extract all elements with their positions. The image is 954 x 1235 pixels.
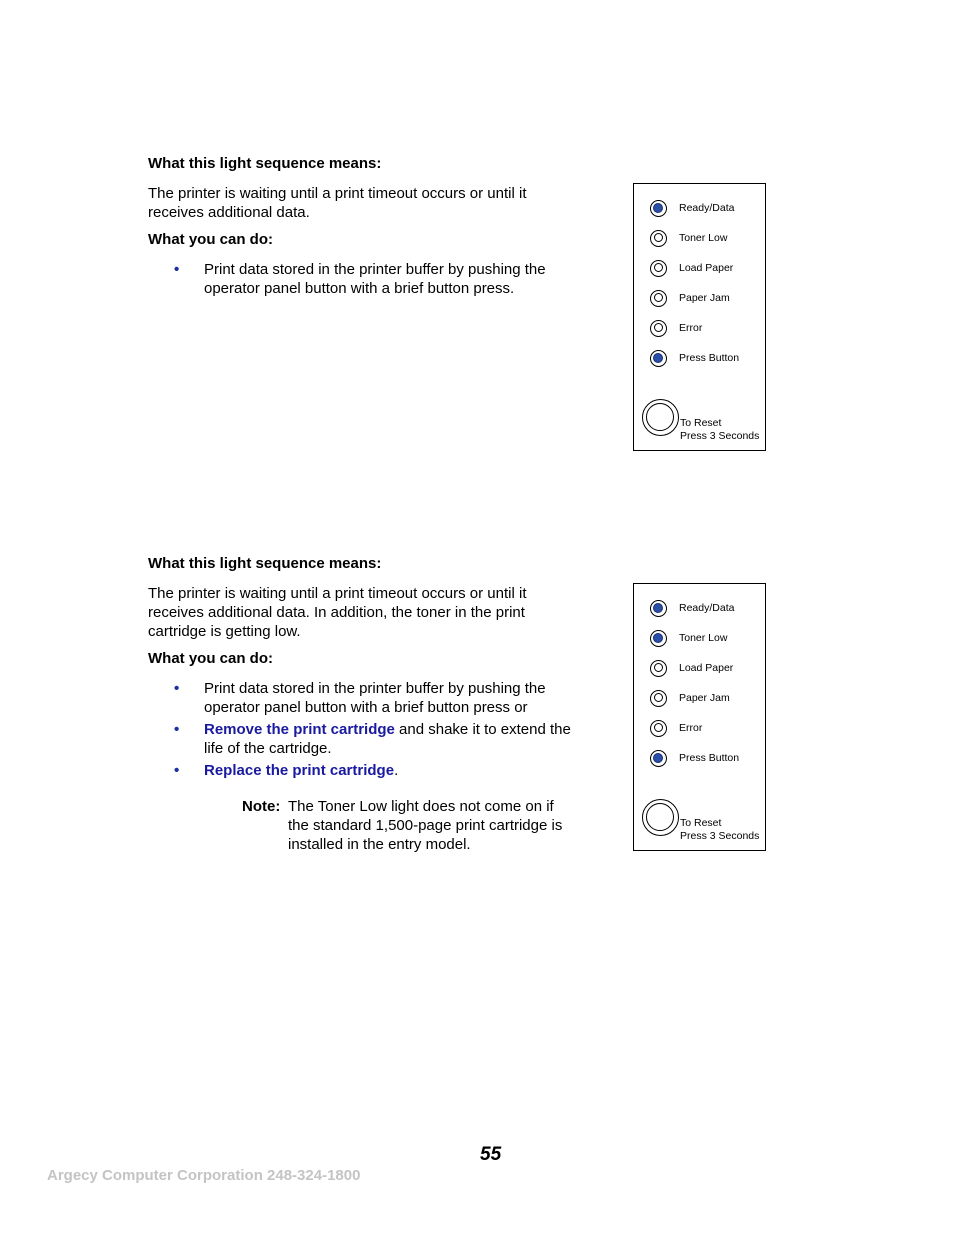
light-on-icon (650, 350, 667, 367)
indicator-light-row (650, 228, 727, 248)
indicator-light-row (650, 348, 739, 368)
heading-what-you-can-do: What you can do: (148, 650, 273, 667)
action-list (148, 679, 578, 780)
light-on-icon (650, 750, 667, 767)
section-ready-waiting (148, 155, 578, 298)
indicator-light-label: Load Paper (679, 662, 734, 674)
replace-cartridge-link[interactable]: Replace the print cartridge (204, 762, 395, 779)
reset-button[interactable] (642, 399, 679, 436)
operator-panel-ready-waiting (633, 183, 766, 451)
light-off-icon (650, 260, 667, 277)
indicator-light-row (650, 598, 734, 618)
indicator-light-row (650, 748, 739, 768)
list-item-text: and shake it to extend the life of the cartridge. (204, 721, 571, 757)
bullet-icon: • (174, 680, 180, 697)
light-off-icon (650, 290, 667, 307)
list-item (148, 761, 578, 780)
indicator-light-label: Paper Jam (679, 292, 730, 304)
list-item-text: . (394, 762, 399, 779)
list-item (148, 260, 578, 298)
indicator-light-row (650, 658, 733, 678)
list-item (148, 679, 578, 717)
bullet-icon: • (174, 721, 180, 738)
indicator-light-label: Ready/Data (679, 602, 735, 614)
bullet-icon: • (174, 762, 180, 779)
heading-what-you-can-do: What you can do: (148, 231, 273, 248)
indicator-light-row (650, 318, 702, 338)
means-text: The printer is waiting until a print timeout occurs or until it receives additional data. (148, 185, 527, 221)
indicator-light-label: Ready/Data (679, 202, 735, 214)
indicator-light-row (650, 258, 733, 278)
indicator-light-label: Error (679, 722, 703, 734)
action-list (148, 260, 578, 298)
list-item-text: Print data stored in the printer buffer by pushing the operator panel button with a brief button press or (204, 680, 546, 716)
light-off-icon (650, 690, 667, 707)
indicator-light-row (650, 198, 734, 218)
indicator-light-label: Paper Jam (679, 692, 730, 704)
light-off-icon (650, 320, 667, 337)
heading-sequence-means: What this light sequence means: (148, 155, 382, 172)
indicator-light-row (650, 688, 730, 708)
section-ready-toner-low (148, 555, 578, 854)
page-number: 55 (480, 1144, 502, 1165)
indicator-light-label: Toner Low (679, 232, 728, 244)
indicator-light-label: Error (679, 322, 703, 334)
list-item-text: Print data stored in the printer buffer by pushing the operator panel button with a brief button press. (204, 261, 546, 297)
footer-text: Argecy Computer Corporation 248-324-1800 (47, 1167, 361, 1184)
light-off-icon (650, 230, 667, 247)
light-on-icon (650, 600, 667, 617)
note (148, 797, 578, 854)
reset-label: To Reset Press 3 Seconds (680, 817, 760, 842)
light-off-icon (650, 660, 667, 677)
indicator-light-row (650, 288, 730, 308)
reset-button[interactable] (642, 799, 679, 836)
indicator-light-label: Press Button (679, 352, 740, 364)
indicator-light-row (650, 628, 727, 648)
operator-panel-ready-toner-low (633, 583, 766, 851)
reset-label: To Reset Press 3 Seconds (680, 417, 760, 442)
light-on-icon (650, 630, 667, 647)
bullet-icon: • (174, 261, 180, 278)
heading-sequence-means: What this light sequence means: (148, 555, 382, 572)
light-on-icon (650, 200, 667, 217)
indicator-light-row (650, 718, 702, 738)
note-label: Note: (242, 798, 281, 815)
note-text: The Toner Low light does not come on if the standard 1,500-page print cartridge is installed in the entry model. (288, 798, 563, 853)
indicator-light-label: Toner Low (679, 632, 728, 644)
indicator-light-label: Load Paper (679, 262, 734, 274)
means-text: The printer is waiting until a print timeout occurs or until it receives additional data. In addition, the toner in the print cartridge is getting low. (148, 585, 527, 640)
remove-cartridge-link[interactable]: Remove the print cartridge (204, 721, 395, 738)
indicator-light-label: Press Button (679, 752, 740, 764)
light-off-icon (650, 720, 667, 737)
list-item (148, 720, 578, 758)
